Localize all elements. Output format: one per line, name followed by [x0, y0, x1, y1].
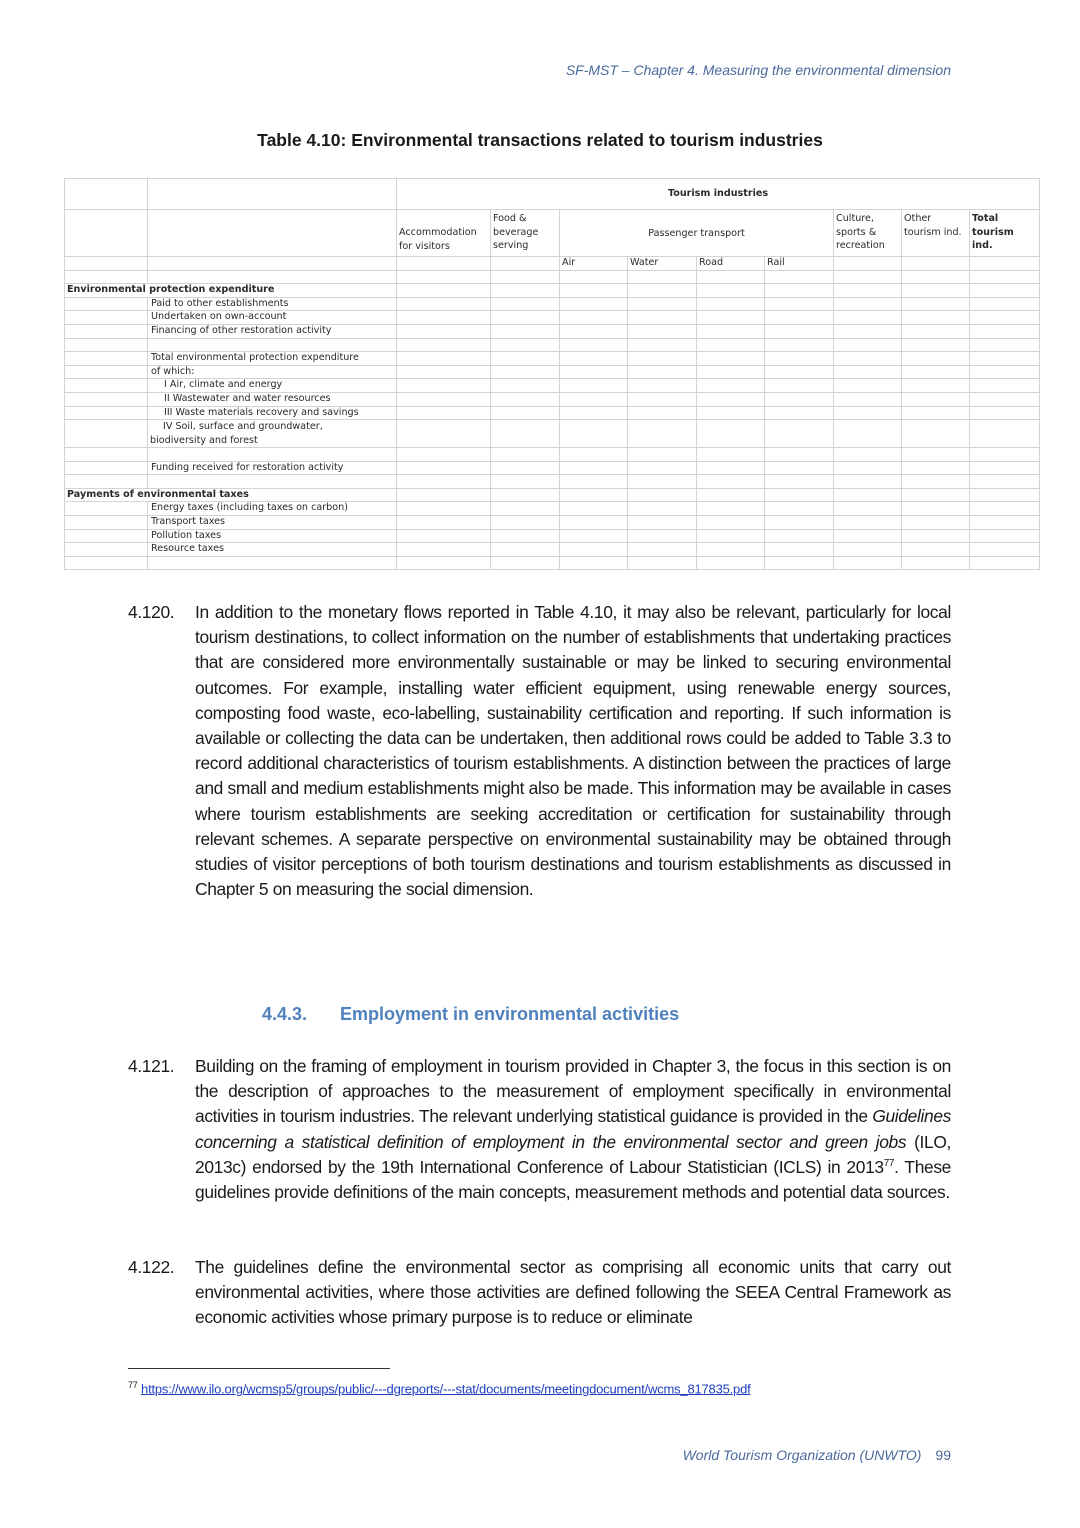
page-number: 99 — [935, 1447, 951, 1463]
paragraph-number: 4.120. — [128, 602, 175, 622]
paragraph-4-120 — [128, 600, 951, 902]
footnote-mark: 77 — [128, 1380, 138, 1390]
row-label: Total environmental protection expenditure — [148, 352, 397, 366]
paragraph-number: 4.121. — [128, 1056, 175, 1076]
footnote — [128, 1380, 751, 1396]
paragraph-4-121 — [128, 1054, 951, 1205]
paragraph-text: In addition to the monetary flows reported in Table 4.10, it may also be relevant, particularly for local tourism destinations, to collect information on the number of establishments that undertaking practices that are considered more environmentally sustainable or may be linked to securing environmental outcomes. For example, installing water efficient equipment, using renewable energy sources, composting food waste, eco-labelling, sustainability certification and reporting. If such information is available or collecting the data can be undertaken, then additional rows could be added to Table 3.3 to record additional characteristics of tourism establishments. A distinction between the practices of large and small and medium establishments might also be made. This information may be available in cases where tourism establishments are seeking accreditation or certification for sustainability through relevant schemes. A separate perspective on environmental sustainability may be obtained through studies of visitor perceptions of both tourism destinations and tourism establishments as discussed in Chapter 5 on measuring the social dimension. — [195, 602, 951, 900]
col-food: Food & beverage serving — [491, 210, 560, 257]
table-row — [65, 352, 1040, 366]
col-label: Accommodation for visitors — [399, 227, 477, 252]
table-row — [65, 461, 1040, 475]
blank-cell — [148, 210, 397, 257]
row-label: Paid to other establishments — [148, 297, 397, 311]
table-row — [65, 406, 1040, 420]
paragraph-number: 4.122. — [128, 1257, 175, 1277]
col-accommodation — [397, 210, 491, 257]
table-row — [65, 284, 1040, 298]
row-label: Pollution taxes — [148, 529, 397, 543]
table-title: Table 4.10: Environmental transactions related to tourism industries — [257, 130, 823, 150]
paragraph-text — [195, 1054, 951, 1205]
section-title: Employment in environmental activities — [340, 1004, 680, 1024]
footnote-link[interactable]: https://www.ilo.org/wcmsp5/groups/public/---dgreports/---stat/documents/meetingdocument/wcms_817835.pdf — [141, 1381, 751, 1397]
running-header: SF-MST – Chapter 4. Measuring the environmental dimension — [565, 62, 951, 78]
section-label-taxes: Payments of environmental taxes — [65, 488, 397, 502]
footnote-ref[interactable]: 77 — [883, 1158, 895, 1170]
col-total: Total tourism ind. — [970, 210, 1040, 257]
paragraph-4-122 — [128, 1255, 951, 1331]
col-road: Road — [697, 257, 765, 271]
table-row — [65, 297, 1040, 311]
section-heading — [262, 1004, 679, 1025]
guidelines-title: Guidelines concerning a statistical definition of employment in the environmental sector and green jobs — [195, 1106, 951, 1152]
table-row — [65, 543, 1040, 557]
table-row — [65, 365, 1040, 379]
text-run: (ILO, 2013c) endorsed by the 19th International Conference of Labour Statistician (ICLS) in 2013 — [195, 1131, 951, 1177]
row-label: Funding received for restoration activity — [148, 461, 397, 475]
row-label: I Air, climate and energy — [148, 379, 397, 393]
group-header: Tourism industries — [397, 179, 1040, 210]
row-label-soil — [148, 420, 397, 448]
col-rail: Rail — [765, 257, 834, 271]
table-row — [65, 420, 1040, 448]
row-label-cont: biodiversity and forest — [150, 434, 258, 446]
row-label: IV Soil, surface and groundwater, — [163, 421, 323, 433]
col-air: Air — [560, 257, 628, 271]
table-row — [65, 488, 1040, 502]
table-row — [65, 529, 1040, 543]
footnote-divider — [128, 1368, 390, 1369]
row-label: II Wastewater and water resources — [148, 392, 397, 406]
blank-cell — [148, 179, 397, 210]
col-water: Water — [628, 257, 697, 271]
row-label: Transport taxes — [148, 515, 397, 529]
environmental-transactions-table — [64, 178, 1039, 570]
table-row — [65, 392, 1040, 406]
table-row — [65, 515, 1040, 529]
footer-org: World Tourism Organization (UNWTO) — [682, 1447, 922, 1463]
table-row — [65, 311, 1040, 325]
text-run: Building on the framing of employment in tourism provided in Chapter 3, the focus in this section is on the description of approaches to the measurement of employment specifically in environmental activities in tourism industries. The relevant underlying statistical guidance is provided in the — [195, 1056, 951, 1127]
table-row — [65, 502, 1040, 516]
paragraph-text: The guidelines define the environmental sector as comprising all economic units that carry out environmental activities, where those activities are defined following the SEEA Central Framework as economic activities whose primary purpose is to reduce or eliminate — [195, 1257, 951, 1328]
row-label: Financing of other restoration activity — [148, 324, 397, 338]
table-row — [65, 379, 1040, 393]
row-label: Resource taxes — [148, 543, 397, 557]
text-run: . These guidelines provide definitions of the main concepts, measurement methods and potential data sources. — [195, 1156, 951, 1203]
blank-cell — [65, 179, 148, 210]
col-other: Other tourism ind. — [902, 210, 970, 257]
col-passenger-transport: Passenger transport — [560, 210, 834, 257]
row-label: Undertaken on own-account — [148, 311, 397, 325]
section-label-expenditure: Environmental protection expenditure — [65, 284, 397, 298]
blank-cell — [65, 210, 148, 257]
section-number: 4.4.3. — [262, 1004, 308, 1024]
row-label: Energy taxes (including taxes on carbon) — [148, 502, 397, 516]
col-culture: Culture, sports & recreation — [834, 210, 902, 257]
row-label: of which: — [148, 365, 397, 379]
page-footer — [683, 1447, 951, 1463]
table-row — [65, 324, 1040, 338]
row-label: III Waste materials recovery and savings — [148, 406, 397, 420]
